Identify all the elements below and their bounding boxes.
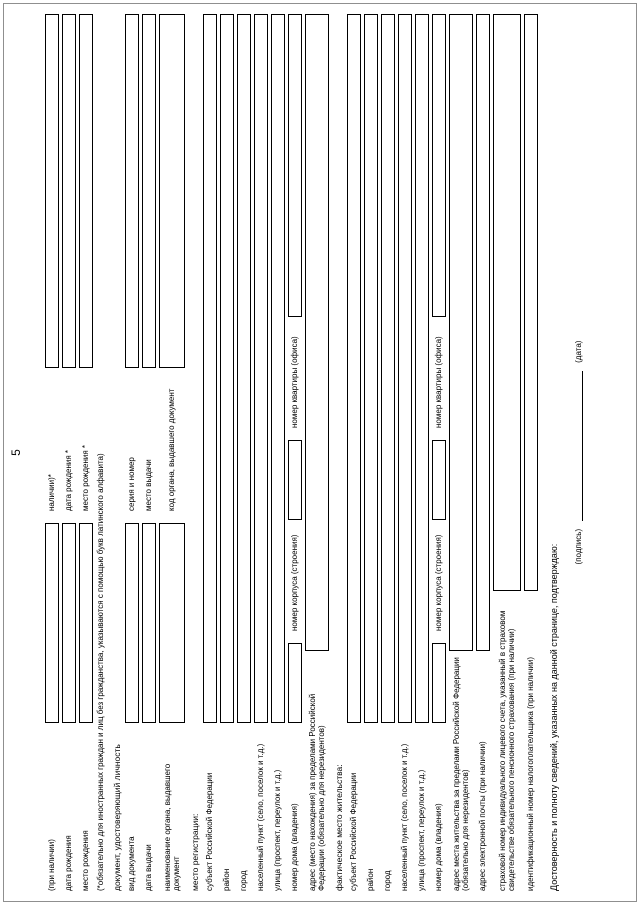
input-cell[interactable] — [432, 643, 446, 723]
input-cell[interactable] — [347, 14, 361, 723]
signature-line[interactable] — [573, 371, 583, 521]
input-cell[interactable] — [415, 14, 429, 723]
field-label: субъект Российской Федерации — [205, 772, 215, 891]
input-cell[interactable] — [62, 523, 76, 723]
field-label: населенный пункт (село, поселок и т.д.) — [400, 743, 410, 891]
input-cell[interactable] — [432, 440, 446, 520]
form-row — [158, 14, 186, 891]
form-row — [304, 14, 330, 891]
form-row — [287, 14, 303, 891]
field-label: адрес электронной почты (при наличии) — [478, 741, 488, 891]
field-label: номер корпуса (строения) — [434, 534, 444, 631]
form-rows — [44, 14, 539, 891]
input-cell[interactable] — [220, 14, 234, 723]
field-label: место рождения * — [81, 444, 91, 511]
signature-caption: (подпись) — [574, 528, 583, 565]
field-label: идентификационный номер налогоплательщика (при наличии) — [526, 656, 536, 891]
form-row — [346, 14, 362, 891]
field-label: дата выдачи — [144, 844, 154, 891]
input-cell[interactable] — [142, 14, 156, 368]
section-title: документ, удостоверяющий личность — [112, 744, 122, 891]
field-label: город — [239, 870, 249, 891]
form-row — [380, 14, 396, 891]
input-cell[interactable] — [79, 523, 93, 723]
field-label: вид документа — [127, 836, 137, 891]
form-row — [363, 14, 379, 891]
field-label: номер дома (владения) — [290, 803, 300, 891]
field-label: номер дома (владения) — [434, 803, 444, 891]
section-title: место регистрации: — [190, 813, 200, 891]
footnote: (*обязательно для иностранных граждан и лиц без гражданства, указываются с помощью букв латинского алфавита) — [96, 453, 106, 891]
field-label: город — [383, 870, 393, 891]
form-row — [253, 14, 269, 891]
field-label: место выдачи — [144, 459, 154, 511]
input-cell[interactable] — [288, 643, 302, 723]
input-cell[interactable] — [159, 523, 185, 723]
confirmation-text: Достоверность и полноту сведений, указанных на данной странице, подтверждаю: — [549, 543, 559, 891]
input-cell[interactable] — [449, 14, 473, 651]
input-cell[interactable] — [432, 14, 446, 317]
form-row — [475, 14, 491, 891]
field-label: субъект Российской Федерации — [349, 772, 359, 891]
input-cell[interactable] — [381, 14, 395, 723]
input-cell[interactable] — [271, 14, 285, 723]
input-cell[interactable] — [203, 14, 217, 723]
field-label: код органа, выдавшего документ — [167, 388, 177, 511]
field-label: населенный пункт (село, поселок и т.д.) — [256, 743, 266, 891]
input-cell[interactable] — [237, 14, 251, 723]
section-title: фактическое место жительства: — [334, 764, 344, 891]
note-row — [95, 14, 108, 891]
field-label: улица (проспект, переулок и т.д.) — [273, 769, 283, 891]
form-row — [44, 14, 60, 891]
input-cell[interactable] — [45, 14, 59, 368]
input-cell[interactable] — [398, 14, 412, 723]
form-row — [523, 14, 539, 891]
input-cell[interactable] — [159, 14, 185, 368]
field-label: (при наличии) — [47, 839, 57, 891]
field-label: номер квартиры (офиса) — [290, 336, 300, 428]
form-row — [236, 14, 252, 891]
input-cell[interactable] — [364, 14, 378, 723]
field-label: адрес (место нахождения) за пределами Российской Федерации (обязательно для нерезидентов) — [307, 693, 326, 891]
input-cell[interactable] — [493, 14, 521, 591]
form-row — [431, 14, 447, 891]
form-row — [448, 14, 474, 891]
field-label: место рождения — [81, 830, 91, 891]
field-label: номер корпуса (строения) — [290, 534, 300, 631]
date-caption: (дата) — [574, 340, 583, 363]
field-label: дата рождения * — [64, 449, 74, 511]
field-label: наименование органа, выдавшего документ — [162, 763, 181, 891]
field-label: дата рождения — [64, 835, 74, 891]
field-label: серия и номер — [127, 457, 137, 511]
form-content — [44, 14, 583, 891]
confirmation-block — [549, 14, 583, 891]
input-cell[interactable] — [125, 523, 139, 723]
form-row — [219, 14, 235, 891]
field-label: адрес места жительства за пределами Российской Федерации (обязательно для нерезидентов) — [451, 657, 470, 891]
input-cell[interactable] — [288, 14, 302, 317]
input-cell[interactable] — [125, 14, 139, 368]
input-cell[interactable] — [254, 14, 268, 723]
page-number: 5 — [9, 449, 23, 456]
form-row — [270, 14, 286, 891]
signature-row — [573, 14, 583, 891]
input-cell[interactable] — [305, 14, 329, 651]
input-cell[interactable] — [288, 440, 302, 520]
form-row — [124, 14, 140, 891]
section-header-row — [187, 14, 201, 891]
form-row — [202, 14, 218, 891]
field-label: страховой номер индивидуального лицевого счета, указанный в страховом свидетельстве обязательного пенсионного страхования (при наличии) — [497, 610, 516, 891]
form-row — [141, 14, 157, 891]
field-label: район — [222, 868, 232, 891]
form-row — [61, 14, 77, 891]
form-row — [397, 14, 413, 891]
input-cell[interactable] — [45, 523, 59, 723]
input-cell[interactable] — [62, 14, 76, 368]
form-row — [78, 14, 94, 891]
form-row — [414, 14, 430, 891]
input-cell[interactable] — [79, 14, 93, 368]
field-label: номер квартиры (офиса) — [434, 336, 444, 428]
input-cell[interactable] — [476, 14, 490, 651]
section-header-row — [109, 14, 123, 891]
field-label: наличии)* — [47, 474, 57, 511]
form-row — [492, 14, 522, 891]
input-cell[interactable] — [142, 523, 156, 723]
input-cell[interactable] — [524, 14, 538, 591]
field-label: район — [366, 868, 376, 891]
section-header-row — [331, 14, 345, 891]
field-label: улица (проспект, переулок и т.д.) — [417, 769, 427, 891]
